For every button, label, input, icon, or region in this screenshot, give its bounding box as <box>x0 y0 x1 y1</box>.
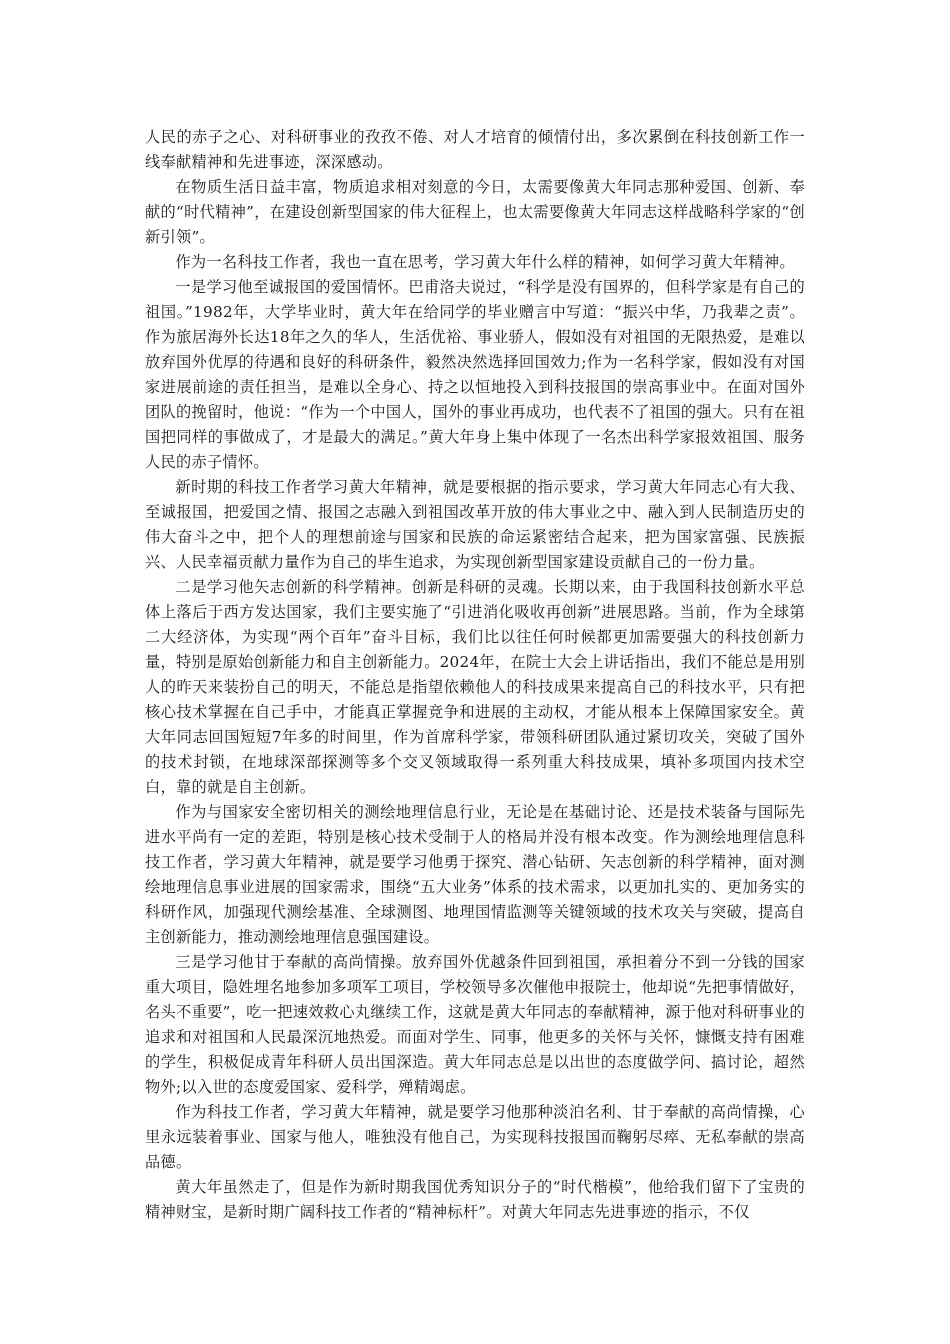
paragraph-8: 三是学习他甘于奉献的高尚情操。放弃国外优越条件回到祖国，承担着分不到一分钱的国家重大项目，隐姓埋名地参加多项军工项目，学校领导多次催他申报院士，他却说“先把事情做好，名头不重要”，吃一把速效救心丸继续工作，这就是黄大年同志的奉献精神，源于他对科研事业的追求和对祖国和人民最深沉地热爱。而面对学生、同事，他更多的关怀与关怀，慷慨支持有困难的学生，积极促成青年科研人员出国深造。黄大年同志总是以出世的态度做学问、搞讨论，超然物外;以入世的态度爱国家、爱科学，殚精竭虑。 <box>145 953 805 1096</box>
paragraph-1: 人民的赤子之心、对科研事业的孜孜不倦、对人才培育的倾情付出，多次累倒在科技创新工作一线奉献精神和先进事迹，深深感动。 <box>145 128 805 171</box>
paragraph-5: 新时期的科技工作者学习黄大年精神，就是要根据的指示要求，学习黄大年同志心有大我、至诚报国，把爱国之情、报国之志融入到祖国改革开放的伟大事业之中、融入到人民制造历史的伟大奋斗之中，把个人的理想前途与国家和民族的命运紧密结合起来，把为国家富强、民族振兴、人民幸福贡献力量作为自己的毕生追求，为实现创新型国家建设贡献自己的一份力量。 <box>145 478 805 571</box>
paragraph-6: 二是学习他矢志创新的科学精神。创新是科研的灵魂。长期以来，由于我国科技创新水平总体上落后于西方发达国家，我们主要实施了“引进消化吸收再创新”进展思路。当前，作为全球第二大经济体，为实现“两个百年”奋斗目标，我们比以往任何时候都更加需要强大的科技创新力量，特别是原始创新能力和自主创新能力。2024年，在院士大会上讲话指出，我们不能总是用别人的昨天来装扮自己的明天，不能总是指望依赖他人的科技成果来提高自己的科技水平，只有把核心技术掌握在自己手中，才能真正掌握竞争和进展的主动权，才能从根本上保障国家安全。黄大年同志回国短短7年多的时间里，作为首席科学家，带领科研团队通过紧切攻关，突破了国外的技术封锁，在地球深部探测等多个交叉领域取得一系列重大科技成果，填补多项国内技术空白，靠的就是自主创新。 <box>145 578 805 796</box>
paragraph-3: 作为一名科技工作者，我也一直在思考，学习黄大年什么样的精神，如何学习黄大年精神。 <box>175 253 795 271</box>
paragraph-4: 一是学习他至诚报国的爱国情怀。巴甫洛夫说过，“科学是没有国界的，但科学家是有自己的祖国。”1982年，大学毕业时，黄大年在给同学的毕业赠言中写道：“振兴中华，乃我辈之责”。作为旅居海外长达18年之久的华人，生活优裕、事业骄人，假如没有对祖国的无限热爱，是难以放弃国外优厚的待遇和良好的科研条件，毅然决然选择回国效力;作为一名科学家，假如没有对国家进展前途的责任担当，是难以全身心、持之以恒地投入到科技报国的崇高事业中。在面对国外团队的挽留时，他说：“作为一个中国人，国外的事业再成功，也代表不了祖国的强大。只有在祖国把同样的事做成了，才是最大的满足。”黄大年身上集中体现了一名杰出科学家报效祖国、服务人民的赤子情怀。 <box>145 278 805 471</box>
paragraph-10: 黄大年虽然走了，但是作为新时期我国优秀知识分子的“时代楷模”，他给我们留下了宝贵的精神财宝，是新时期广阔科技工作者的“精神标杆”。对黄大年同志先进事迹的指示，不仅 <box>145 1178 805 1221</box>
paragraph-2: 在物质生活日益丰富，物质追求相对刻意的今日，太需要像黄大年同志那种爱国、创新、奉献的“时代精神”，在建设创新型国家的伟大征程上，也太需要像黄大年同志这样战略科学家的“创新引领”。 <box>145 178 805 246</box>
paragraph-9: 作为科技工作者，学习黄大年精神，就是要学习他那种淡泊名利、甘于奉献的高尚情操，心里永远装着事业、国家与他人，唯独没有他自己，为实现科技报国而鞠躬尽瘁、无私奉献的崇高品德。 <box>145 1103 805 1171</box>
document-page <box>145 125 805 1225</box>
paragraph-7: 作为与国家安全密切相关的测绘地理信息行业，无论是在基础讨论、还是技术装备与国际先进水平尚有一定的差距，特别是核心技术受制于人的格局并没有根本改变。作为测绘地理信息科技工作者，学习黄大年精神，就是要学习他勇于探究、潜心钻研、矢志创新的科学精神，面对测绘地理信息事业进展的国家需求，围绕“五大业务”体系的技术需求，以更加扎实的、更加务实的科研作风，加强现代测绘基准、全球测图、地理国情监测等关键领域的技术攻关与突破，提高自主创新能力，推动测绘地理信息强国建设。 <box>145 803 805 946</box>
